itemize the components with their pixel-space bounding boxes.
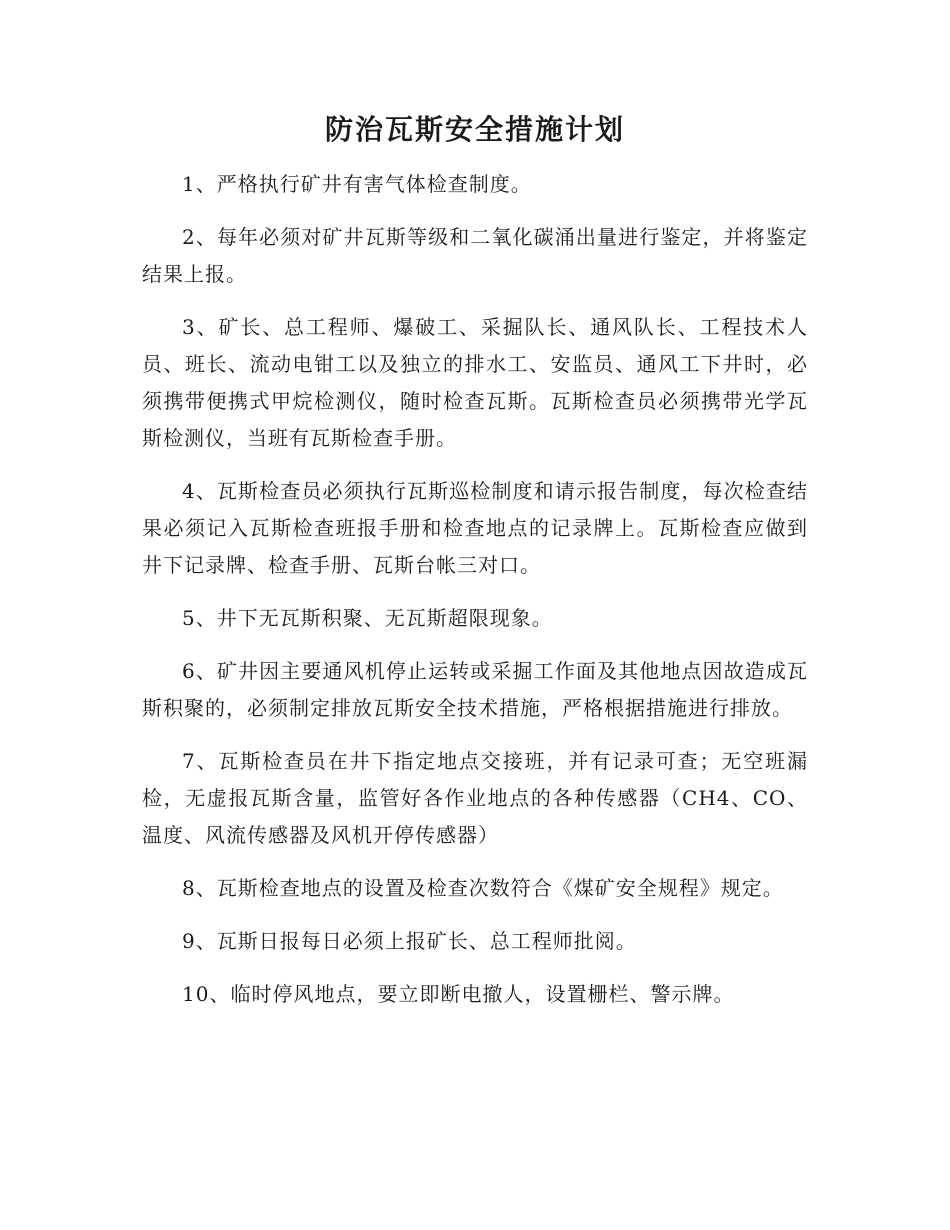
paragraph-3: 3、矿长、总工程师、爆破工、采掘队长、通风队长、工程技术人员、班长、流动电钳工以及独立的排水工、安监员、通风工下井时，必须携带便携式甲烷检测仪，随时检查瓦斯。瓦斯检查员必须携带光学瓦斯检测仪，当班有瓦斯检查手册。 <box>142 315 808 450</box>
paragraph-1: 1、严格执行矿井有害气体检查制度。 <box>182 172 532 196</box>
paragraph-7: 7、瓦斯检查员在井下指定地点交接班，并有记录可查；无空班漏检，无虚报瓦斯含量，监管好各作业地点的各种传感器（CH4、CO、温度、风流传感器及风机开停传感器） <box>142 749 808 847</box>
paragraph-9: 9、瓦斯日报每日必须上报矿长、总工程师批阅。 <box>182 929 637 953</box>
paragraph-2: 2、每年必须对矿井瓦斯等级和二氧化碳涌出量进行鉴定，并将鉴定结果上报。 <box>142 225 808 286</box>
paragraph-8: 8、瓦斯检查地点的设置及检查次数符合《煤矿安全规程》规定。 <box>182 876 784 900</box>
document-title: 防治瓦斯安全措施计划 <box>324 113 625 146</box>
paragraph-10: 10、临时停风地点，要立即断电撤人，设置栅栏、警示牌。 <box>182 982 735 1006</box>
paragraph-5: 5、井下无瓦斯积聚、无瓦斯超限现象。 <box>182 606 553 630</box>
paragraph-4: 4、瓦斯检查员必须执行瓦斯巡检制度和请示报告制度，每次检查结果必须记入瓦斯检查班报手册和检查地点的记录牌上。瓦斯检查应做到井下记录牌、检查手册、瓦斯台帐三对口。 <box>142 479 808 577</box>
paragraph-6: 6、矿井因主要通风机停止运转或采掘工作面及其他地点因故造成瓦斯积聚的，必须制定排放瓦斯安全技术措施，严格根据措施进行排放。 <box>142 659 808 720</box>
document-body <box>142 166 808 1029</box>
